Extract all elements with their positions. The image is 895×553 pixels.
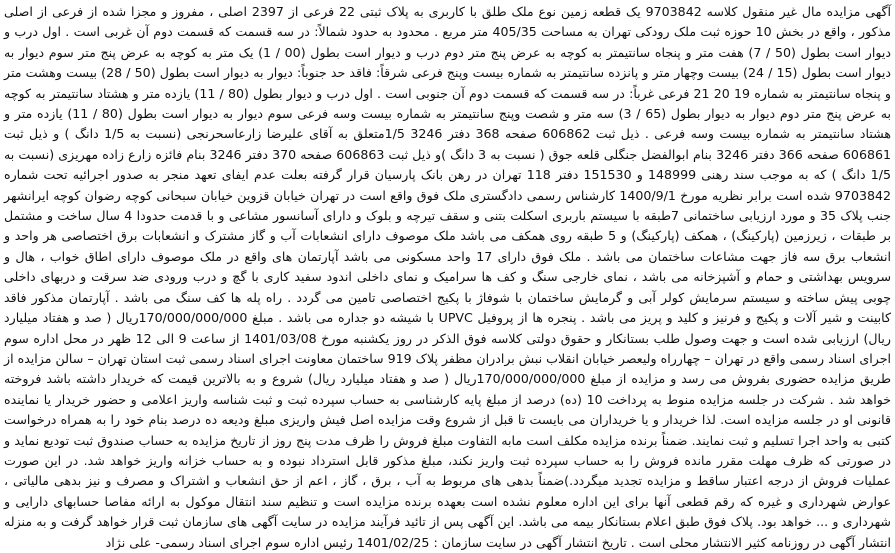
notice-body-text: آگهی مزایده مال غیر منقول کلاسه 9703842 یک قطعه زمین نوع ملک طلق با کاربری به پلاک ثبتی 22 فرعی از 2397 اصلی ، مفروز و مجزا شده از فرعی از اصلی مذکور ، واقع در بخش 10 حوزه ثبت ملک رودکی تهران به مساحت 405/35 متر مربع . محدود به حدود شمالاً: در سه قسمت که قسمت دوم آن غربی است . اول درب و دیوار است بطول (50 / 7) هفت متر و پنجاه سانتیمتر به کوچه به عرض پنج متر دوم درب و دیوار است بطول (00 / 1) یک متر به کوچه به عرض پنج متر سوم دیوار به دیوار است بطول (15 / 24) بیست وچهار متر و پانزده سانتیمتر به شماره بیست وپنج فرعی شرقاً: فاقد حد جنوباً: دیوار به دیوار است بطول (50 / 28) بیست وهشت متر و پنجاه سانتیمتر به شماره 19 20 21 فرعی غرباً: در سه قسمت که قسمت دوم آن جنوبی است . اول درب و دیوار بطول (80 / 11) یازده متر و هشتاد سانتیمتر به کوچه به عرض پنج متر دوم دیوار به دیوار بطول (65 / 3) سه متر و شصت وپنج سانتیمتر به شماره بیست وسه فرعی سوم دیوار به دیوار است بطول (80 / 11) یازده متر و هشتاد سانتیمتر به شماره بیست وسه فرعی . ذیل ثبت 606862 صفحه 368 دفتر 3246 1/5متعلق به آقای علیرضا زارعاسحرنجی (نسبت به 1/5 دانگ ) و ذیل ثبت 606861 صفحه 366 دفتر 3246 بنام ابوالفضل جنگلی قلعه جوق ( نسبت به 3 دانگ )و ذیل ثبت 606863 صفحه 370 دفتر 3246 بنام فائزه زارع زاده مهریزی (نسبت به 1/5 دانگ ) که به موجب سند رهنی 148999 و 151530 دفتر 118 تهران در رهن بانک پارسیان قرار گرفته بعلت عدم ایفای تعهد منجر به صدور اجرائیه تحت شماره 9703842 شده است برابر نظریه مورخ 1400/9/1 کارشناس رسمی دادگستری ملک فوق واقع است در تهران خیابان قزوین خیابان سبحانی کوچه رضوان کوچه ایرانشهر جنب پلاک 35 و مورد ارزیابی ساختمانی 7طبقه با سیستم باربری اسکلت بتنی و سقف تیرچه و بلوک و دارای آسانسور مشاعی و با قدمت حدودا 4 سال ساخت و مشتمل بر طبقات ، زیرزمین (پارکینگ) ، همکف (پارکینگ) و 5 طبقه روی همکف می باشد ملک موصوف دارای انشعابات آب و گاز مشترک و انشعابات برق اختصاصی هر واحد و انشعاب برق سه فاز جهت مشاعات ساختمان می باشد . ملک فوق دارای 17 واحد مسکونی می باشد آپارتمان های واقع در ملک موصوف دارای اطاق خواب ، هال و سرویس بهداشتی و حمام و آشپزخانه می باشد ، نمای خارجی سنگ و کف ها سرامیک و نمای داخلی اندود سفید کاری با گچ و درب ورودی ضد سرقت و دربهای داخلی چوبی پیش ساخته و سیستم سرمایش کولر آبی و گرمایش ساختمان با شوفاژ با پکیج اختصاصی تامین می گردد . راه پله ها کف سنگ می باشد . آپارتمان مذکور فاقد کابینت و شیر آلات و پکیج و فرنیز و کلید و پریز می باشد . پنجره ها از پروفیل UPVC با شیشه دو جداره می باشد . مبلغ 170/000/000/000ریال ( صد و هفتاد میلیارد ریال) ارزیابی شده است و جهت وصول طلب بستانکار و حقوق دولتی کلاسه فوق الذکر در روز یکشنبه مورخ 1401/03/08 از ساعت 9 الی 12 ظهر در محل اداره سوم اجرای اسناد رسمی واقع در تهران – چهارراه ولیعصر خیابان انقلاب نبش برادران مظفر پلاک 919 ساختمان معاونت اجرای اسناد رسمی ثبت استان تهران – سالن مزایده از طریق مزایده حضوری بفروش می رسد و مزایده از مبلغ 170/000/000/000ریال ( صد و هفتاد میلیارد ریال) شروع و به بالاترین قیمت که خریدار داشته باشد فروخته خواهد شد . شرکت در جلسه مزایده منوط به پرداخت 10 (ده) درصد از مبلغ پایه کارشناسی به حساب سپرده ثبت و ثبت شناسه واریز اعلامی و حضور خریدار یا نماینده قانونی او در جلسه مزایده است. لذا خریدار و یا خریداران می بایست تا قبل از شروع وقت مزایده اصل فیش واریزی مبلغ ودیعه ده درصد بنام خود را به همراه درخواست کتبی به واحد اجرا تسلیم و ثبت نمایند. ضمناً برنده مزایده مکلف است مابه التفاوت مبلغ فروش را ظرف مدت پنج روز از تاریخ مزایده به حساب صندوق ثبت تودیع نماید و در صورتی که ظرف مهلت مقرر مانده فروش را به حساب سپرده ثبت واریز نکند، مبلغ مذکور قابل استرداد نبوده و به حساب خزانه واریز خواهد شد. در این صورت عملیات فروش از درجه اعتبار ساقط و مزایده تجدید میگردد.)ضمناً بدهی های مربوط به آب ، برق ، گاز ، اعم از حق انشعاب و اشتراک و مصرف و نیز بدهی مالیاتی ، عوارض شهرداری و غیره که رقم قطعی آنها برای این اداره معلوم نشده است بعهده برنده مزایده است و تنظیم سند انتقال موکول به ارائه مفاصا حسابهای دارایی و شهرداری و ... خواهد بود. پلاک فوق طبق اعلام بستانکار بیمه می باشد. این آگهی پس از تائید فرآیند مزایده در سایت آگهی های سازمان ثبت قرار خواهد گرفت و به منزله انتشار آگهی در روزنامه کثیر الانتشار محلی است . تاریخ انتشار آگهی در سایت سازمان : 1401/02/25 رئیس اداره سوم اجرای اسناد رسمی- علی نژاد: [4, 4, 892, 550]
